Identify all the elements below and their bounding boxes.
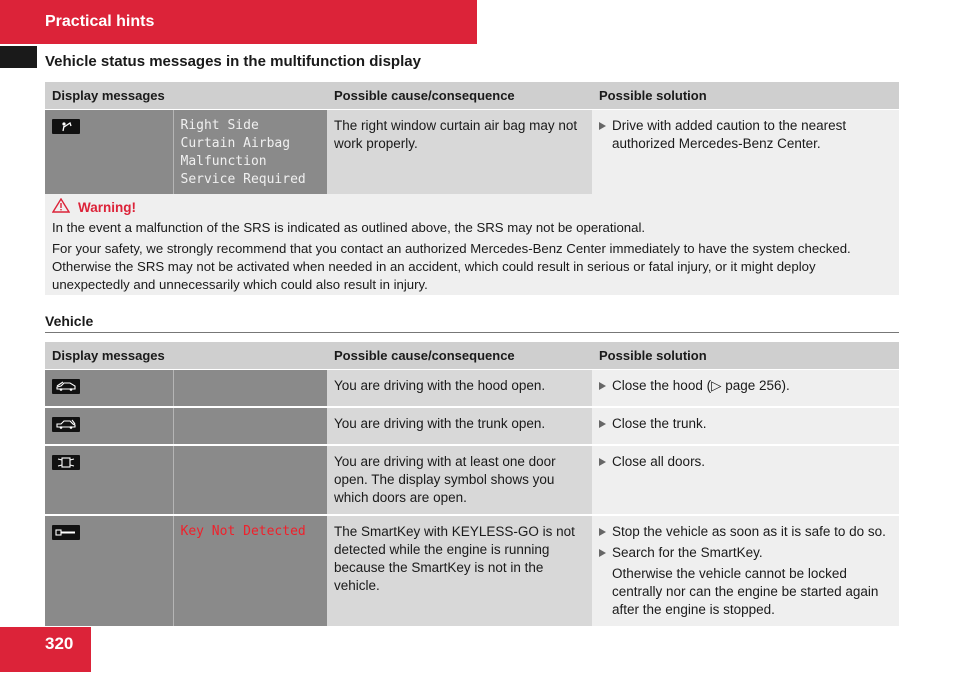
display-message-text bbox=[173, 445, 327, 515]
column-header-solution: Possible solution bbox=[592, 342, 899, 370]
vehicle-heading: Vehicle bbox=[45, 313, 899, 333]
column-header-display: Display messages bbox=[45, 82, 327, 110]
warning-paragraph: In the event a malfunction of the SRS is indicated as outlined above, the SRS may not be operational. bbox=[52, 220, 646, 235]
solution-cell bbox=[592, 110, 899, 198]
hood-open-icon bbox=[52, 379, 80, 394]
cause-text: You are driving with the trunk open. bbox=[327, 407, 592, 445]
warning-box bbox=[45, 194, 899, 295]
display-message-text bbox=[173, 370, 327, 408]
display-symbol-cell bbox=[45, 515, 173, 627]
solution-step: Close all doors. bbox=[599, 453, 892, 471]
section-header: Practical hints bbox=[0, 0, 477, 44]
section-title: Vehicle status messages in the multifunction display bbox=[45, 53, 421, 70]
warning-title: Warning! bbox=[78, 200, 136, 215]
solution-step: Drive with added caution to the nearest authorized Mercedes-Benz Center. bbox=[599, 117, 892, 153]
cause-text: The right window curtain air bag may not work properly. bbox=[327, 110, 592, 198]
table-row bbox=[45, 110, 899, 198]
table-row bbox=[45, 370, 899, 408]
srs-messages-table bbox=[45, 82, 899, 198]
solution-cell bbox=[592, 515, 899, 627]
cause-text: The SmartKey with KEYLESS-GO is not detected while the engine is running because the SmartKey is not in the vehicle. bbox=[327, 515, 592, 627]
display-message-text bbox=[173, 407, 327, 445]
column-header-display: Display messages bbox=[45, 342, 327, 370]
warning-triangle-icon bbox=[52, 198, 70, 218]
column-header-cause: Possible cause/consequence bbox=[327, 342, 592, 370]
solution-cell bbox=[592, 370, 899, 408]
column-header-solution: Possible solution bbox=[592, 82, 899, 110]
display-symbol-cell bbox=[45, 110, 173, 198]
vehicle-messages-table bbox=[45, 342, 899, 628]
table-row bbox=[45, 515, 899, 627]
warning-paragraph: For your safety, we strongly recommend that you contact an authorized Mercedes-Benz Center immediately to have the system checked. Otherwise the SRS may not be activated when needed in an accident, which could result in serious or fatal injury, or it might deploy unexpectedly and unnecessarily which could also result in injury. bbox=[52, 241, 851, 292]
cause-text: You are driving with the hood open. bbox=[327, 370, 592, 408]
solution-cell bbox=[592, 407, 899, 445]
airbag-icon bbox=[52, 119, 80, 134]
solution-note: Otherwise the vehicle cannot be locked centrally nor can the engine be started again after the engine is stopped. bbox=[612, 566, 879, 617]
warning-heading bbox=[52, 198, 892, 218]
table-row bbox=[45, 445, 899, 515]
cause-text: You are driving with at least one door open. The display symbol shows you which doors are open. bbox=[327, 445, 592, 515]
solution-step: Close the hood (▷ page 256). bbox=[599, 377, 892, 395]
display-message-text: Right Side Curtain Airbag Malfunction Service Required bbox=[173, 110, 327, 198]
display-message-text: Key Not Detected bbox=[173, 515, 327, 627]
table-row bbox=[45, 407, 899, 445]
solution-cell bbox=[592, 445, 899, 515]
side-tab-marker bbox=[0, 46, 37, 68]
display-symbol-cell bbox=[45, 407, 173, 445]
door-open-icon bbox=[52, 455, 80, 470]
column-header-cause: Possible cause/consequence bbox=[327, 82, 592, 110]
solution-step: Stop the vehicle as soon as it is safe to do so. bbox=[599, 523, 892, 541]
trunk-open-icon bbox=[52, 417, 80, 432]
solution-step: Close the trunk. bbox=[599, 415, 892, 433]
page-number: 320 bbox=[0, 627, 91, 672]
solution-step: Search for the SmartKey. bbox=[599, 544, 892, 562]
key-icon bbox=[52, 525, 80, 540]
display-symbol-cell bbox=[45, 445, 173, 515]
display-symbol-cell bbox=[45, 370, 173, 408]
